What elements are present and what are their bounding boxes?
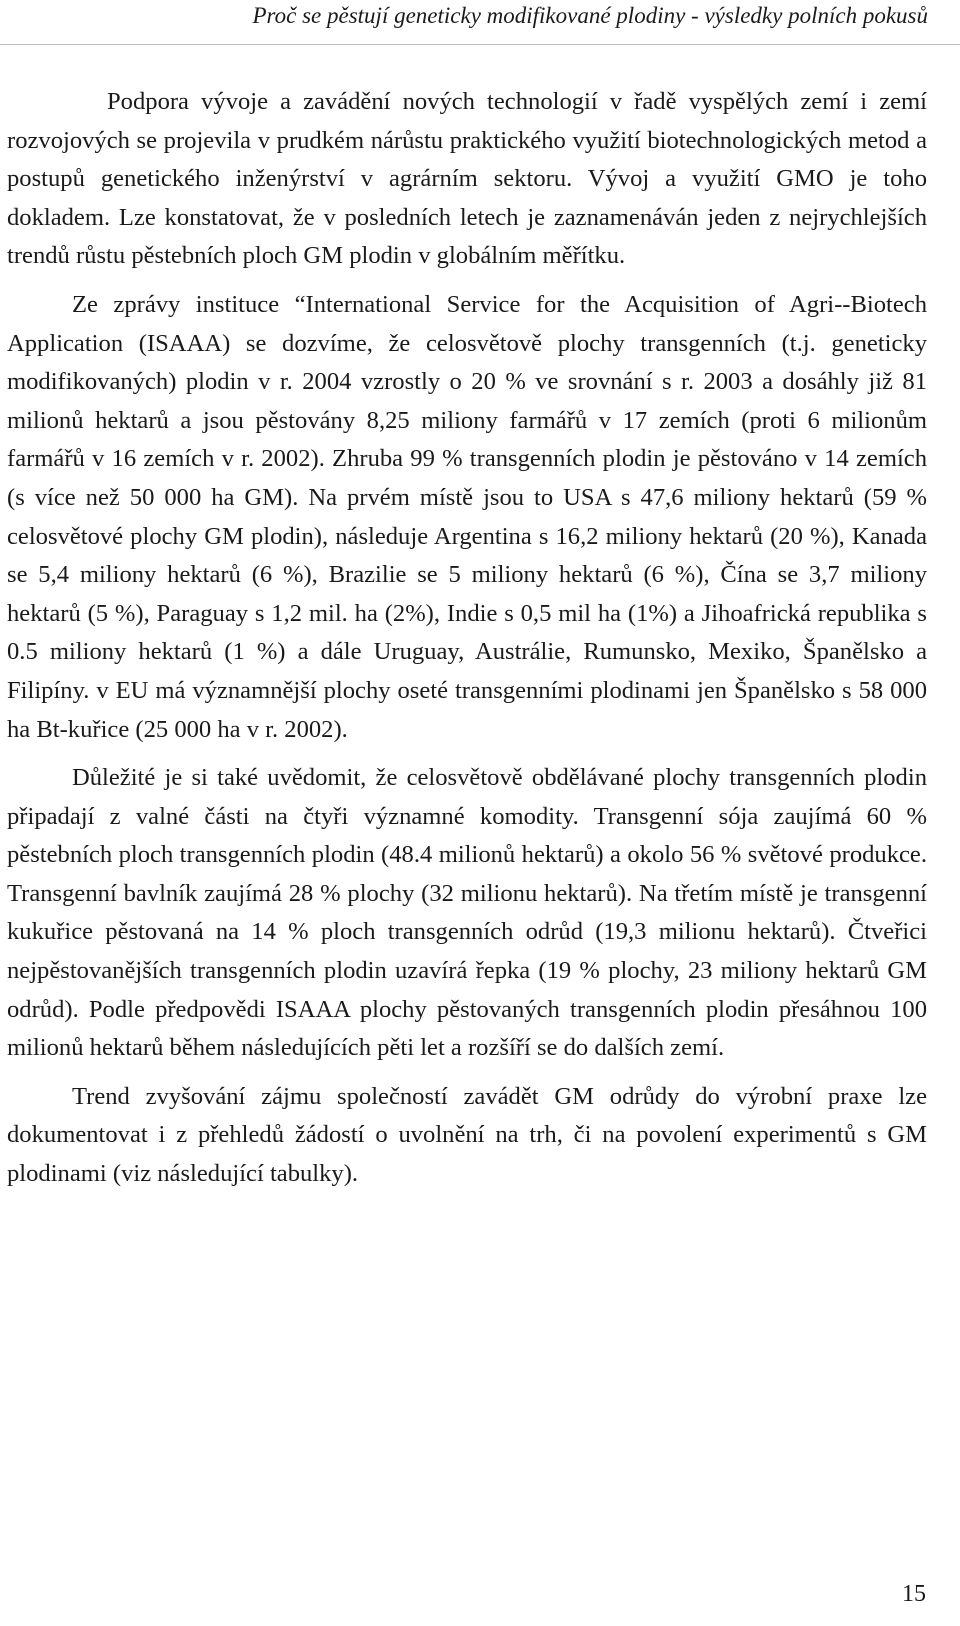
paragraph: Ze zprávy instituce “International Service for the Acquisition of Agri--Biotech Application (ISAAA) se dozvíme, že celosvětově plochy transgenních (t.j. geneticky modifikovaných) plodin v r. 2004 vzrostly o 20 % ve srovnání s r. 2003 a dosáhly již 81 milionů hektarů a jsou pěstovány 8,25 miliony farmářů v 17 zemích (proti 6 milionům farmářů v 16 zemích v r. 2002). Zhruba 99 % transgenních plodin je pěstováno v 14 zemích (s více než 50 000 ha GM). Na prvém místě jsou to USA s 47,6 miliony hektarů (59 % celosvětové plochy GM plodin), následuje Argentina s 16,2 miliony hektarů (20 %), Kanada se 5,4 miliony hektarů (6 %), Brazilie se 5 miliony hektarů (6 %), Čína se 3,7 miliony hektarů (5 %), Paraguay s 1,2 mil. ha (2%), Indie s 0,5 mil ha (1%) a Jihoafrická republika s 0.5 miliony hektarů (1 %) a dále Uruguay, Austrálie, Rumunsko, Mexiko, Španělsko a Filipíny. v EU má významnější plochy oseté transgenními plodinami jen Španělsko s 58 000 ha Bt-kuřice (25 000 ha v r. 2002). (7, 290, 927, 743)
body-text (7, 83, 927, 1194)
paragraph: Trend zvyšování zájmu společností zavádět GM odrůdy do výrobní praxe lze dokumentovat i z přehledů žádostí o uvolnění na trh, či na povolení experimentů s GM plodinami (viz následující tabulky). (7, 1082, 927, 1188)
paragraph: Důležité je si také uvědomit, že celosvětově obdělávané plochy transgenních plodin připadají z valné části na čtyři významné komodity. Transgenní sója zaujímá 60 % pěstebních ploch transgenních plodin (48.4 milionů hektarů) a okolo 56 % světové produkce. Transgenní bavlník zaujímá 28 % plochy (32 milionu hektarů). Na třetím místě je transgenní kukuřice pěstovaná na 14 % ploch transgenních odrůd (19,3 milionu hektarů). Čtveřici nejpěstovanějších transgenních plodin uzavírá řepka (19 % plochy, 23 miliony hektarů GM odrůd). Podle předpovědi ISAAA plochy pěstovaných transgenních plodin přesáhnou 100 milionů hektarů během následujících pěti let a rozšíří se do dalších zemí. (7, 764, 927, 1062)
running-header-title: Proč se pěstují geneticky modifikované plodiny - výsledky polních pokusů (252, 3, 928, 28)
page-number: 15 (902, 1581, 926, 1607)
header-divider (0, 44, 960, 45)
paragraph: Podpora vývoje a zavádění nových technologií v řadě vyspělých zemí i zemí rozvojových se projevila v prudkém nárůstu praktického využití biotechnologických metod a postupů genetického inženýrství v agrárním sektoru. Vývoj a využití GMO je toho dokladem. Lze konstatovat, že v posledních letech je zaznamenáván jeden z nejrychlejších trendů růstu pěstebních ploch GM plodin v globálním měřítku. (7, 88, 927, 270)
